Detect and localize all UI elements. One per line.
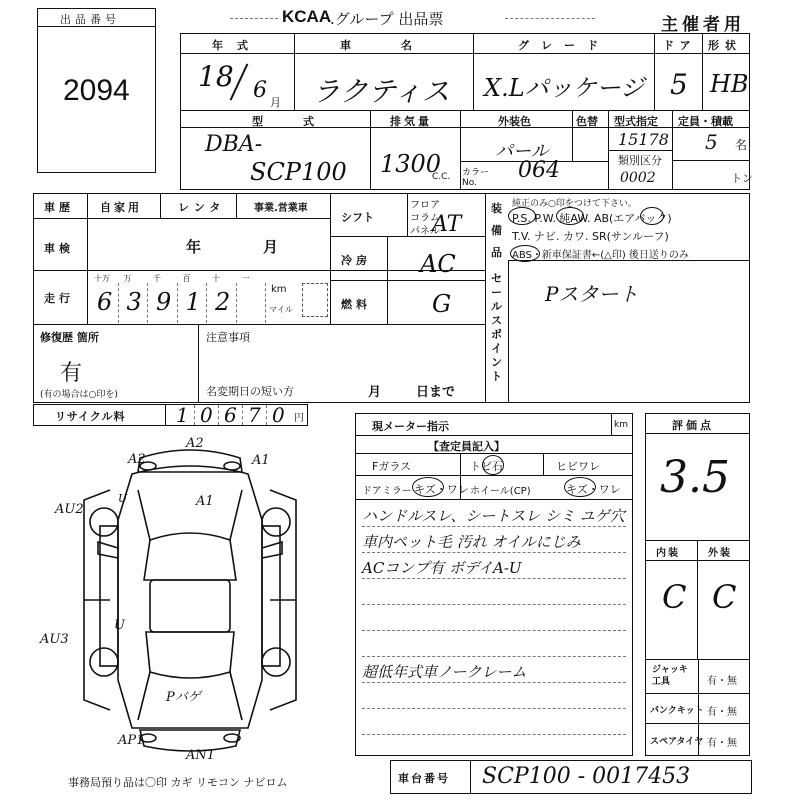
shift-label: シフト	[341, 211, 374, 224]
remark-line: 車内ペット毛 汚れ オイルにじみ	[362, 533, 581, 551]
inspection-year-unit: 年	[186, 238, 202, 256]
interior-label: 内装	[656, 548, 680, 559]
name-change-label: 名変期日の短い方	[206, 385, 294, 398]
km-checkbox[interactable]	[302, 283, 328, 317]
capacity-value: 5	[705, 130, 718, 154]
month-unit: 月	[270, 96, 281, 109]
shift-floor: フロア	[410, 200, 440, 211]
recycle-digit: 1	[176, 403, 189, 427]
shift-column: コラム	[410, 213, 440, 224]
name-change-day: 日まで	[416, 385, 456, 400]
private-use-option: 自家用	[100, 201, 142, 214]
mileage-digit-label: 百	[182, 274, 191, 283]
mileage-digit: 1	[185, 288, 201, 316]
class-label: 類別区分	[618, 154, 662, 167]
mileage-digit-label: 十	[212, 274, 220, 283]
damage-mark-an1: AN1	[186, 748, 216, 763]
inspection-label: 車検	[44, 242, 74, 255]
jack-label: ジャッキ工具	[652, 665, 688, 687]
color-no-value: 064	[518, 158, 560, 183]
brand-logo: KCAA	[282, 7, 332, 26]
abs-circle	[510, 245, 540, 262]
capacity-label: 定員・積載	[678, 115, 733, 128]
office-note: 事務局預り品は〇印 カギ リモコン ナビロム	[68, 776, 288, 789]
remark-line: ACコンプ有 ボデイA-U	[362, 559, 522, 577]
fuel-label: 燃料	[341, 298, 371, 311]
score-label: 評価点	[672, 419, 714, 432]
equipment-line-3: ABS・新車保証書←(△印) 後日送りのみ	[512, 250, 689, 261]
inspection-month-unit: 月	[263, 238, 279, 256]
inspector-label: 【査定員記入】	[428, 440, 505, 453]
lot-number-label: 出品番号	[60, 13, 120, 26]
ac-value: AC	[420, 250, 456, 278]
mileage-digit-label: 十万	[94, 274, 110, 283]
exterior-color-value: パール	[495, 141, 549, 162]
capacity-unit: 名	[735, 138, 748, 152]
wheel-damage: キズ・ワレ	[566, 483, 621, 496]
damage-mark-a2-left: A2	[128, 452, 146, 467]
repair-history-label: 修復歴 箇所	[40, 331, 99, 344]
ab-circle	[640, 207, 664, 225]
car-damage-diagram	[0, 430, 350, 770]
mileage-digit-label: 万	[123, 274, 132, 283]
recycle-unit: 円	[294, 413, 304, 424]
history-label: 車歴	[44, 201, 74, 214]
type-designation-label: 型式指定	[614, 115, 658, 128]
shift-value: AT	[432, 212, 462, 237]
lot-number: 2094	[63, 74, 130, 107]
grade-label: グレード	[518, 39, 610, 52]
damage-mark-u-door: U	[114, 618, 125, 633]
damage-mark-a2-top: A2	[186, 436, 204, 451]
door-value: 5	[670, 68, 688, 101]
fuel-value: G	[432, 290, 452, 318]
crack-label: ヒビワレ	[556, 460, 600, 473]
puncture-kit-label: パンクキット	[650, 706, 704, 716]
year-value: 18	[198, 60, 234, 93]
mileage-digit: 6	[97, 288, 113, 316]
name-label: 車名	[340, 39, 462, 52]
damage-mark-ap1: AP1	[118, 733, 145, 748]
recycle-digit: 6	[224, 403, 237, 427]
equipment-line-2: T.V. ナビ. カワ. SR(サンルーフ)	[512, 230, 669, 243]
equipment-label: 装備品	[491, 202, 502, 259]
recycle-digit: 0	[200, 403, 213, 427]
shift-panel: パネル	[410, 226, 440, 237]
interior-value: C	[662, 578, 687, 616]
sales-point-label: セールスポイント	[491, 272, 502, 383]
door-mirror-label: ドアミラー	[362, 486, 412, 497]
name-change-month: 月	[368, 385, 382, 400]
equipment-note: 純正のみ○印をつけて下さい。	[512, 199, 637, 209]
rental-option: レンタ	[178, 201, 226, 214]
spare-yes-no: 有・無	[707, 738, 737, 749]
form-title: .グループ 出品票	[330, 10, 444, 28]
car-name-value: ラクティス	[312, 75, 450, 108]
recycle-label: リサイクル料	[55, 410, 126, 423]
damage-mark-au2: AU2	[55, 502, 84, 517]
class-value: 0002	[620, 170, 656, 186]
model-value-1: DBA-	[205, 132, 263, 157]
ac-label: 冷房	[341, 254, 371, 267]
color-no-label: カラーNo.	[462, 168, 490, 188]
model-label: 型式	[252, 115, 354, 128]
shape-value: HB	[710, 70, 749, 98]
mileage-digit-label: 千	[153, 274, 161, 283]
business-option: 事業.営業車	[254, 203, 308, 214]
chassis-value: SCP100 - 0017453	[482, 764, 691, 789]
color-change-label: 色替	[576, 115, 598, 128]
recycle-digit: 7	[248, 403, 261, 427]
recycle-digit: 0	[272, 403, 285, 427]
meter-unit: km	[614, 420, 628, 430]
displacement-unit: C.C.	[432, 172, 451, 182]
chassis-label: 車台番号	[398, 772, 450, 785]
damage-mark-a1-hood: A1	[196, 494, 214, 509]
spare-tire-label: スペアタイヤ	[650, 737, 704, 747]
stone-chip-circle	[482, 455, 504, 475]
ps-circle	[508, 207, 536, 225]
damage-mark-au3: AU3	[40, 632, 69, 647]
door-mirror-damage: キズ・ワレ	[414, 483, 469, 496]
mile-label: マイル	[269, 305, 293, 314]
stone-chip-label: トビ石	[470, 460, 503, 473]
door-label: ドア	[663, 39, 697, 52]
model-value-2: SCP100	[250, 158, 347, 186]
mileage-digit-label: 一	[241, 274, 250, 283]
displacement-value: 1300	[380, 150, 442, 178]
mileage-digit: 3	[126, 288, 142, 316]
puncture-yes-no: 有・無	[707, 707, 737, 718]
notice-label: 注意事項	[206, 331, 250, 344]
type-designation-value: 15178	[618, 130, 669, 149]
jack-yes-no: 有・無	[707, 676, 737, 687]
damage-mark-rear: Pバゲ	[166, 690, 201, 705]
month-value: 6	[253, 78, 267, 103]
remark-line: 超低年式車ノークレーム	[362, 663, 527, 681]
exterior-color-label: 外装色	[498, 115, 531, 128]
shape-label: 形状	[708, 39, 742, 52]
damage-mark-u-left: U	[118, 492, 128, 505]
mirror-scratch-circle	[412, 477, 444, 497]
sales-point-value: Pスタート	[545, 282, 639, 306]
remark-line: ハンドルスレ、シートスレ シミ ユゲ穴	[362, 507, 625, 525]
mileage-digit: 2	[215, 288, 231, 316]
year-label: 年式	[212, 39, 262, 52]
exterior-label: 外装	[708, 548, 732, 559]
mileage-digit: 9	[156, 288, 172, 316]
f-glass-label: Fガラス	[372, 460, 411, 473]
displacement-label: 排気量	[390, 115, 432, 128]
load-unit: トン	[731, 172, 753, 185]
equipment-line-1: P.S. P.W. 純AW. AB(エアバック)	[512, 212, 672, 225]
exterior-value: C	[712, 578, 737, 616]
score-value: 3.5	[660, 452, 730, 503]
damage-mark-a1-right: A1	[252, 453, 270, 468]
pw-circle	[556, 207, 584, 225]
organizer-label: 主催者用	[661, 15, 745, 35]
repair-note: (有の場合は○印を)	[40, 390, 118, 400]
repair-history-value: 有	[60, 361, 83, 386]
wheel-label: ホイール(CP)	[470, 486, 531, 497]
meter-label: 現メーター指示	[372, 420, 449, 433]
km-label: km	[271, 284, 287, 295]
mileage-label: 走行	[44, 292, 74, 305]
grade-value: X.Lパッケージ	[484, 74, 645, 102]
wheel-scratch-circle	[564, 477, 596, 497]
